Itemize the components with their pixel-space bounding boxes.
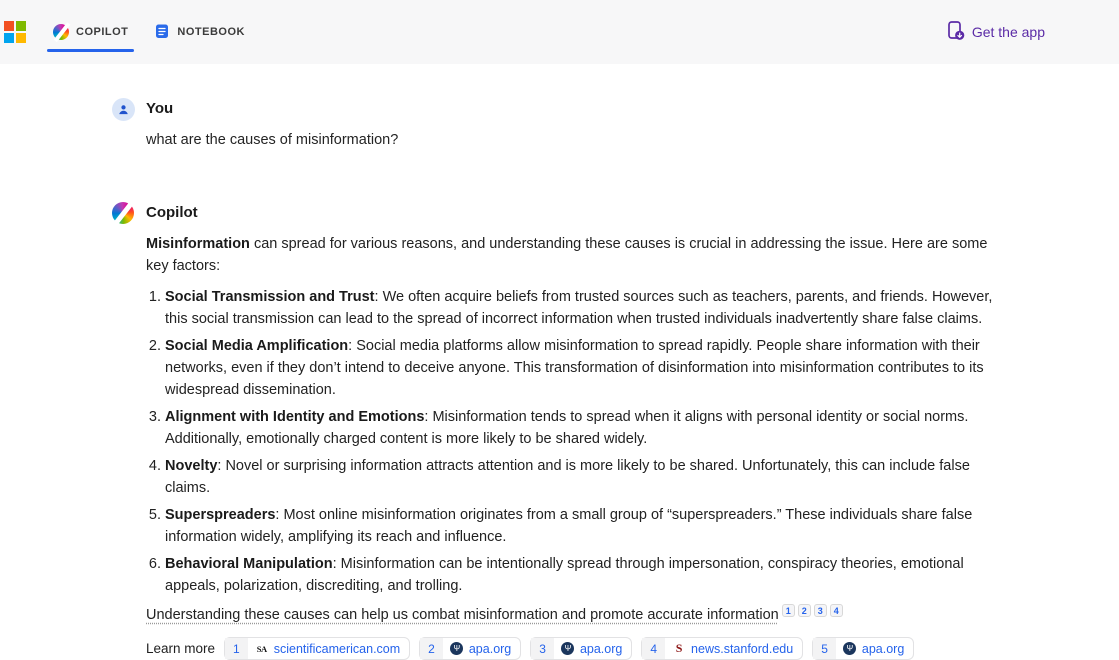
user-question-text: what are the causes of misinformation? bbox=[146, 132, 399, 148]
notebook-icon bbox=[154, 23, 170, 42]
list-item-title: Social Media Amplification bbox=[165, 338, 349, 354]
answer-intro-bold: Misinformation bbox=[146, 236, 250, 252]
answer-intro-rest: can spread for various reasons, and understanding these causes is crucial in addressing the issue. Here are some key factors: bbox=[146, 236, 988, 274]
get-the-app-button[interactable] bbox=[948, 21, 1045, 44]
citation-chip[interactable] bbox=[641, 637, 803, 660]
causes-list bbox=[146, 286, 1009, 597]
closing-sentence: Understanding these causes can help us combat misinformation and promote accurate information bbox=[146, 607, 779, 623]
list-item bbox=[165, 406, 1009, 450]
user-avatar bbox=[112, 98, 135, 121]
citation-superscript[interactable]: 4 bbox=[830, 604, 843, 617]
citation-chip-number: 5 bbox=[813, 638, 836, 659]
tab-notebook-label: NOTEBOOK bbox=[177, 26, 245, 38]
learn-more-label: Learn more bbox=[146, 641, 216, 656]
list-item bbox=[165, 504, 1009, 548]
list-item-text: : Misinformation can be intentionally spread through impersonation, conspiracy theories, emotional appeals, polarization, discrediting, and trolling. bbox=[165, 556, 964, 594]
citation-chip-number: 3 bbox=[531, 638, 554, 659]
chat-area bbox=[0, 64, 1119, 660]
list-item-text: : Novel or surprising information attracts attention and is more likely to be shared. Unfortunately, this can include false claims. bbox=[165, 458, 970, 496]
list-item bbox=[165, 286, 1009, 330]
list-item-text: : Misinformation tends to spread when it aligns with personal identity or social norms. Additionally, emotionally charged content is more likely to be shared widely. bbox=[165, 409, 969, 447]
citation-chip-number: 1 bbox=[225, 638, 248, 659]
scientific-american-favicon-icon bbox=[255, 642, 269, 656]
copilot-message bbox=[112, 202, 1119, 660]
citation-chip-domain: apa.org bbox=[579, 641, 623, 656]
apa-favicon-icon bbox=[561, 642, 575, 656]
citation-chip[interactable] bbox=[224, 637, 410, 660]
stanford-favicon-icon bbox=[672, 642, 686, 656]
apa-favicon-icon bbox=[450, 642, 464, 656]
copilot-avatar bbox=[112, 202, 134, 224]
copilot-sender-label: Copilot bbox=[146, 204, 198, 221]
list-item-title: Social Transmission and Trust bbox=[165, 289, 375, 305]
get-the-app-label: Get the app bbox=[971, 24, 1045, 40]
list-item bbox=[165, 455, 1009, 499]
copilot-icon bbox=[53, 24, 69, 40]
list-item-title: Novelty bbox=[165, 458, 218, 474]
phone-download-icon bbox=[948, 21, 965, 44]
citation-chip-domain: apa.org bbox=[468, 641, 512, 656]
list-item-text: : We often acquire beliefs from trusted sources such as teachers, parents, and friends. However, this social transmission can lead to the spread of incorrect information when trusted individuals inadvertently share false claims. bbox=[165, 289, 993, 327]
user-sender-label: You bbox=[146, 100, 174, 117]
citation-chip-domain: news.stanford.edu bbox=[691, 641, 794, 656]
citation-chip[interactable] bbox=[530, 637, 632, 660]
answer-intro bbox=[146, 233, 1009, 277]
user-message bbox=[112, 98, 1119, 151]
microsoft-logo[interactable] bbox=[4, 21, 26, 43]
citation-superscript[interactable]: 1 bbox=[782, 604, 795, 617]
citation-chip-number: 4 bbox=[642, 638, 665, 659]
closing-sentence-row bbox=[146, 604, 1009, 626]
citation-chip[interactable] bbox=[419, 637, 521, 660]
list-item-text: : Most online misinformation originates from a small group of “superspreaders.” These individuals share false information widely, amplifying its reach and influence. bbox=[165, 507, 973, 545]
citation-chip-domain: apa.org bbox=[861, 641, 905, 656]
citation-chip[interactable] bbox=[812, 637, 914, 660]
tab-notebook[interactable] bbox=[154, 0, 245, 64]
list-item-text: : Social media platforms allow misinformation to spread rapidly. People share information with their networks, even if they don’t intend to deceive anyone. This transformation of disinformation into misinformation contributes to its widespread dissemination. bbox=[165, 338, 984, 398]
citation-chip-number: 2 bbox=[420, 638, 443, 659]
citation-superscript[interactable]: 3 bbox=[814, 604, 827, 617]
list-item-title: Alignment with Identity and Emotions bbox=[165, 409, 425, 425]
learn-more-row bbox=[146, 637, 1009, 660]
apa-favicon-icon bbox=[843, 642, 857, 656]
citation-chip-domain: scientificamerican.com bbox=[273, 641, 401, 656]
list-item-title: Behavioral Manipulation bbox=[165, 556, 333, 572]
tab-copilot-label: COPILOT bbox=[76, 26, 129, 38]
tab-copilot[interactable] bbox=[53, 0, 128, 64]
citation-superscript[interactable]: 2 bbox=[798, 604, 811, 617]
list-item bbox=[165, 335, 1009, 401]
list-item-title: Superspreaders bbox=[165, 507, 276, 523]
top-tabs bbox=[53, 0, 245, 64]
list-item bbox=[165, 553, 1009, 597]
top-bar bbox=[0, 0, 1119, 64]
